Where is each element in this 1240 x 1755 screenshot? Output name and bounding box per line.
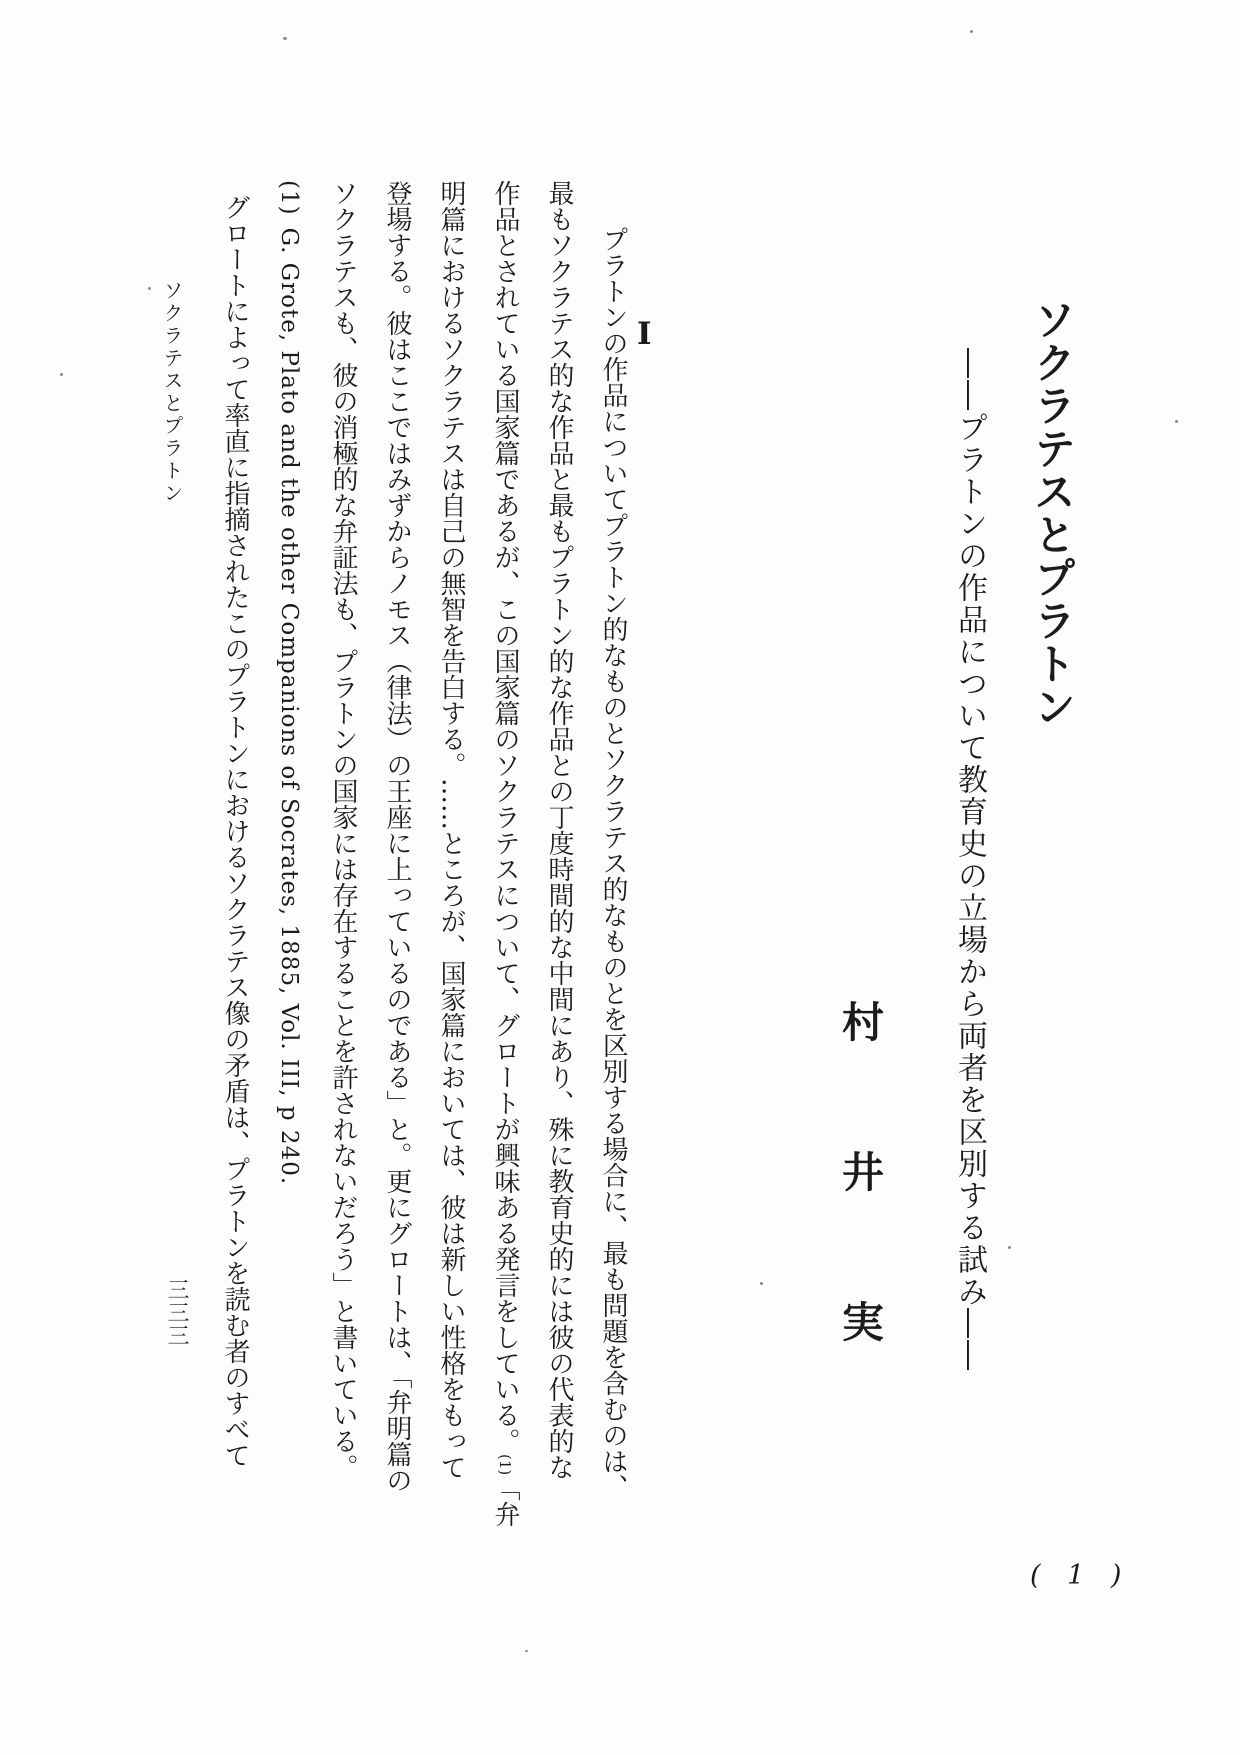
running-title: ソクラテスとプラトン: [160, 280, 184, 505]
body-text: [208, 180, 640, 1528]
noise-speck: [148, 287, 151, 290]
author-char: 実: [842, 1298, 885, 1347]
footnote-reference: (1): [496, 1454, 514, 1476]
author-name: [842, 998, 885, 1347]
noise-speck: [1175, 420, 1178, 423]
author-char: 井: [842, 1148, 885, 1197]
text-column: 最もソクラテス的な作品と最もプラトン的な作品との丁度時間的な中間にあり、殊に教育史的には彼の代表的な: [544, 180, 574, 1480]
author-char: 村: [842, 998, 885, 1047]
footnote-text: G. Grote, Plato and the other Companions of Socrates, 1885, Vol. III, p 240.: [276, 227, 302, 1186]
text-run: 「弁: [490, 1475, 520, 1528]
side-page-number: 三三三: [164, 1278, 189, 1347]
bottom-page-number: ( 1 ): [1030, 1560, 1129, 1591]
text-column: 登場する。彼はここではみずからノモス（律法）の王座に上っているのである」と。更にグロートは、「弁明篇の: [382, 180, 412, 1493]
article-title: ソクラテスとプラトン: [1028, 298, 1077, 728]
noise-speck: [1008, 1246, 1011, 1249]
noise-speck: [970, 30, 973, 33]
noise-speck: [283, 37, 287, 40]
noise-speck: [60, 373, 63, 376]
text-column: ソクラテスも、彼の消極的な弁証法も、プラトンの国家には存在することを許されないだろう」と書いている。: [328, 180, 358, 1480]
text-column: グロートによって率直に指摘されたこのプラトンにおけるソクラテス像の矛盾は、プラトンを読む者のすべて: [220, 194, 250, 1468]
text-run: 作品とされている国家篇であるが、この国家篇のソクラテスについて、グロートが興味ある発言をしている。: [490, 180, 520, 1454]
noise-speck: [760, 1282, 763, 1285]
footnote-label: (1): [276, 180, 302, 216]
footnote-column: [262, 180, 316, 1515]
noise-speck: [525, 1650, 528, 1652]
text-column: 明篇におけるソクラテスは自己の無智を告白する。……ところが、国家篇においては、彼は新しい性格をもって: [436, 180, 466, 1480]
text-column: プラトンの作品についてプラトン的なものとソクラテス的なものとを区別する場合に、最も問題を含むのは、: [598, 226, 628, 1500]
section-marker: I: [637, 316, 652, 352]
text-column: [478, 180, 532, 1528]
article-subtitle: ――プラトンの作品について教育史の立場から両者を区別する試み――: [952, 348, 987, 1372]
